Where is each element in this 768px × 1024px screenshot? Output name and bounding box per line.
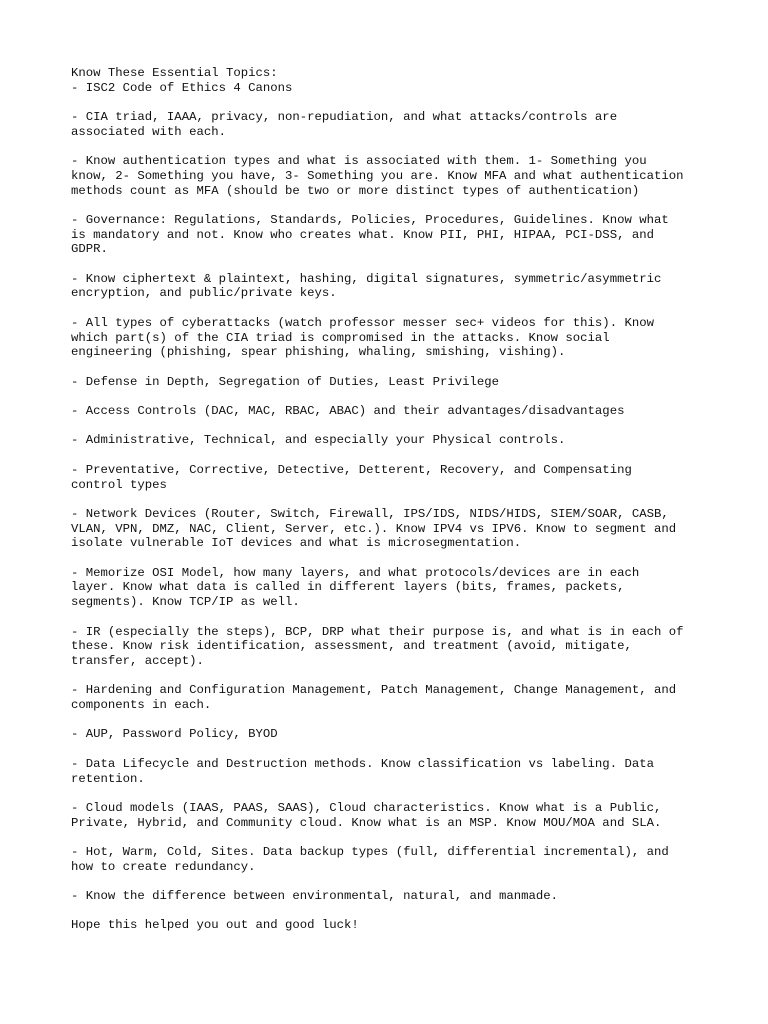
document-heading: Know These Essential Topics: (71, 66, 278, 80)
topic-line: - Cloud models (IAAS, PAAS, SAAS), Cloud characteristics. Know what is a Public, (71, 800, 662, 815)
topic-paragraph (71, 272, 711, 301)
topic-line: components in each. (71, 698, 212, 713)
topic-line: - Hardening and Configuration Management, Patch Management, Change Management, and (71, 683, 677, 698)
topic-line: associated with each. (71, 124, 226, 139)
topic-line: - Administrative, Technical, and especially your Physical controls. (71, 433, 566, 448)
topic-paragraph (71, 801, 711, 830)
topic-paragraph (71, 507, 711, 551)
topic-paragraph (71, 845, 711, 874)
heading-block (71, 66, 711, 95)
topic-line: - Governance: Regulations, Standards, Policies, Procedures, Guidelines. Know what (71, 212, 669, 227)
closing-line: Hope this helped you out and good luck! (71, 918, 359, 933)
topic-line: encryption, and public/private keys. (71, 286, 337, 301)
topic-paragraph (71, 375, 711, 390)
topic-line: - Know authentication types and what is associated with them. 1- Something you (71, 154, 647, 169)
topic-line: - All types of cyberattacks (watch professor messer sec+ videos for this). Know (71, 315, 654, 330)
topic-line: know, 2- Something you have, 3- Something you are. Know MFA and what authentication (71, 168, 684, 183)
topic-paragraph (71, 154, 711, 198)
topic-line: - Preventative, Corrective, Detective, Detterent, Recovery, and Compensating (71, 462, 632, 477)
topic-line: layer. Know what data is called in different layers (bits, frames, packets, (71, 580, 625, 595)
topic-paragraph (71, 404, 711, 419)
topic-line: VLAN, VPN, DMZ, NAC, Client, Server, etc.). Know IPV4 vs IPV6. Know to segment and (71, 521, 677, 536)
document-page (71, 66, 711, 933)
topic-paragraph (71, 463, 711, 492)
topic-line: - Memorize OSI Model, how many layers, and what protocols/devices are in each (71, 565, 640, 580)
topic-line: - Know the difference between environmental, natural, and manmade. (71, 889, 559, 904)
topic-line: which part(s) of the CIA triad is compromised in the attacks. Know social (71, 330, 610, 345)
topic-line: - IR (especially the steps), BCP, DRP what their purpose is, and what is in each of (71, 624, 684, 639)
topic-line: segments). Know TCP/IP as well. (71, 595, 300, 610)
topic-line: - Defense in Depth, Segregation of Duties, Least Privilege (71, 374, 500, 389)
topic-line: methods count as MFA (should be two or more distinct types of authentication) (71, 183, 640, 198)
topic-paragraph (71, 683, 711, 712)
topic-paragraph (71, 433, 711, 448)
topic-line: - AUP, Password Policy, BYOD (71, 727, 278, 742)
topic-line: engineering (phishing, spear phishing, whaling, smishing, vishing). (71, 345, 566, 360)
topic-paragraph (71, 625, 711, 669)
topic-paragraph (71, 566, 711, 610)
topic-paragraph (71, 316, 711, 360)
topic-line: is mandatory and not. Know who creates what. Know PII, PHI, HIPAA, PCI-DSS, and (71, 227, 654, 242)
topic-line: how to create redundancy. (71, 859, 256, 874)
topic-paragraph (71, 110, 711, 139)
topic-line: - Know ciphertext & plaintext, hashing, digital signatures, symmetric/asymmetric (71, 271, 662, 286)
topic-line: - Network Devices (Router, Switch, Firewall, IPS/IDS, NIDS/HIDS, SIEM/SOAR, CASB, (71, 506, 669, 521)
topic-line: Private, Hybrid, and Community cloud. Know what is an MSP. Know MOU/MOA and SLA. (71, 815, 662, 830)
topic-line: these. Know risk identification, assessment, and treatment (avoid, mitigate, (71, 639, 632, 654)
topic-paragraph (71, 727, 711, 742)
topic-line: - CIA triad, IAAA, privacy, non-repudiation, and what attacks/controls are (71, 110, 618, 125)
topic-line: - Hot, Warm, Cold, Sites. Data backup types (full, differential incremental), and (71, 845, 669, 859)
topic-line: - Data Lifecycle and Destruction methods. Know classification vs labeling. Data (71, 756, 654, 771)
topic-line: GDPR. (71, 242, 108, 257)
topic-paragraph (71, 757, 711, 786)
topic-paragraph (71, 213, 711, 257)
topic-list (71, 110, 711, 904)
topic-line: control types (71, 477, 167, 492)
topic-line: isolate vulnerable IoT devices and what is microsegmentation. (71, 536, 522, 551)
topic-paragraph (71, 889, 711, 904)
topic-line: transfer, accept). (71, 653, 204, 668)
document-subheading: - ISC2 Code of Ethics 4 Canons (71, 80, 293, 95)
topic-line: - Access Controls (DAC, MAC, RBAC, ABAC) and their advantages/disadvantages (71, 404, 625, 419)
topic-line: retention. (71, 771, 145, 786)
